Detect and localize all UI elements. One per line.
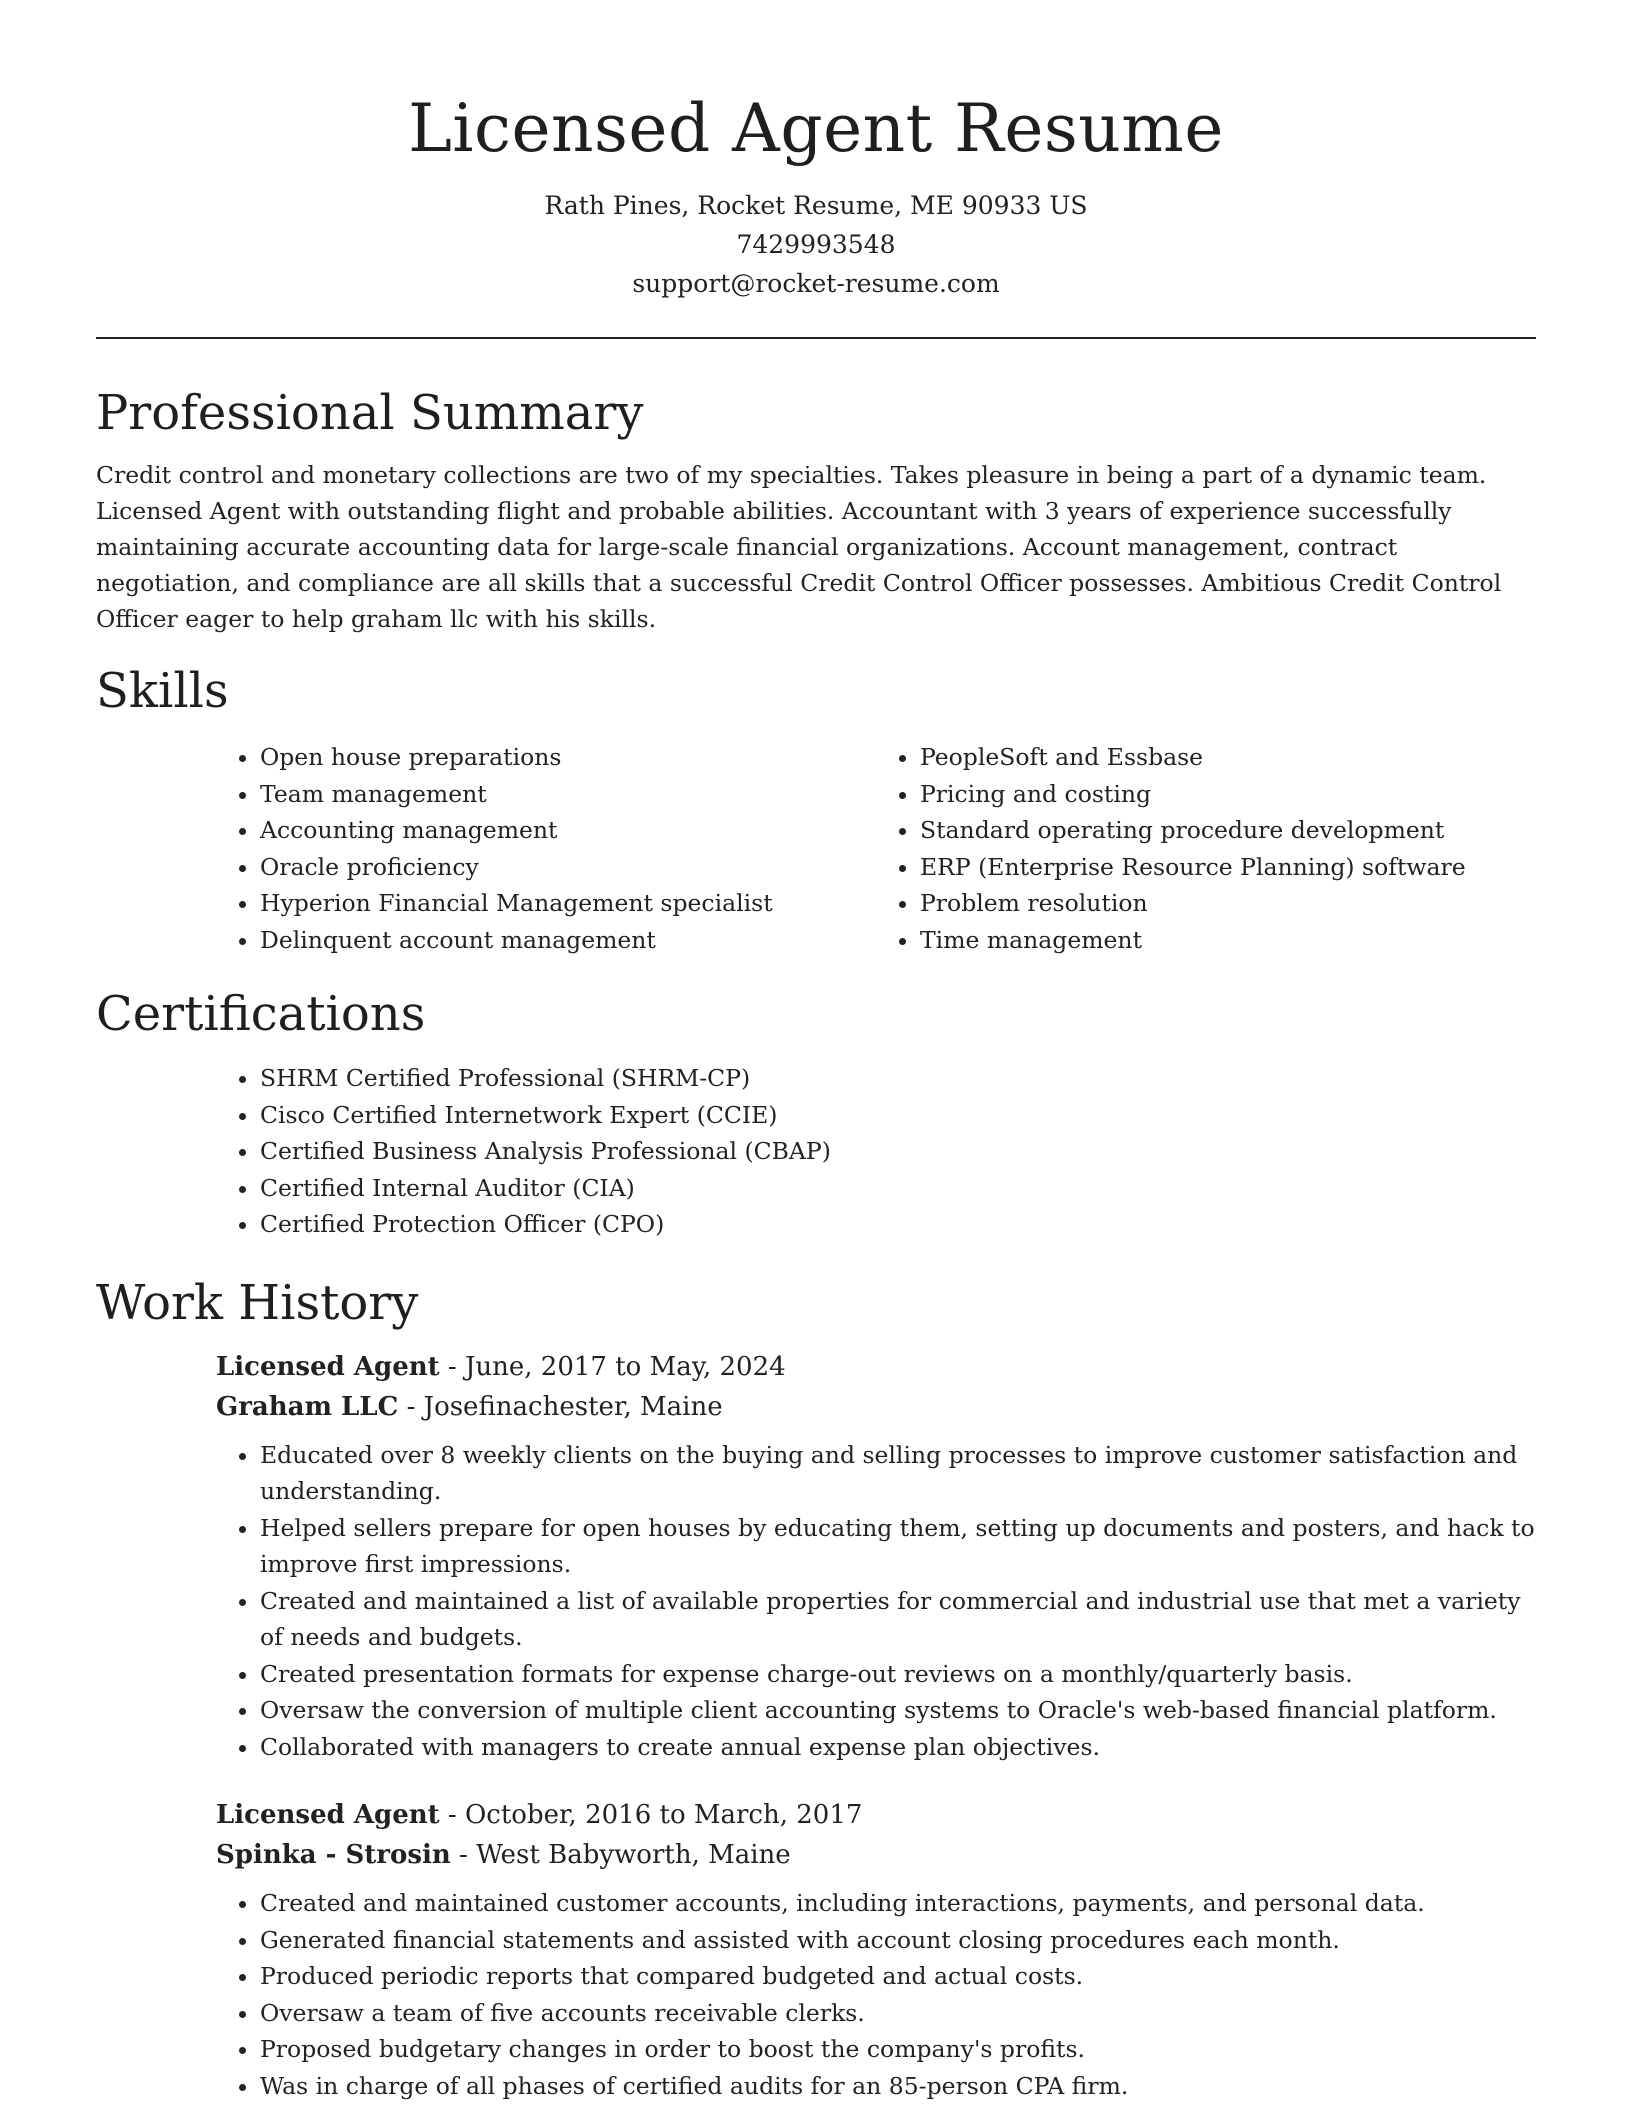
job-bullet-list bbox=[216, 1437, 1536, 1766]
job-bullet: • Collaborated with managers to create annual expense plan objectives. bbox=[260, 1729, 1536, 1766]
job-dates: - October, 2016 to March, 2017 bbox=[439, 1800, 863, 1830]
contact-block bbox=[96, 186, 1536, 303]
work-history-heading: Work History bbox=[96, 1274, 419, 1331]
job-dates: - June, 2017 to May, 2024 bbox=[439, 1351, 786, 1382]
job-title-line bbox=[216, 1795, 1536, 1835]
job-role: Licensed Agent bbox=[216, 1800, 440, 1830]
job-bullet: • Created and maintained customer accounts, including interactions, payments, and personal data. bbox=[260, 1885, 1536, 1922]
skill-item: • Delinquent account management bbox=[260, 922, 876, 959]
certifications-list bbox=[216, 1060, 1536, 1243]
job-bullet: • Oversaw a team of five accounts receivable clerks. bbox=[260, 1995, 1536, 2032]
skills-columns bbox=[216, 739, 1536, 958]
contact-email: support@rocket-resume.com bbox=[632, 269, 1000, 298]
skill-item: • Problem resolution bbox=[920, 885, 1536, 922]
contact-address: Rath Pines, Rocket Resume, ME 90933 US bbox=[544, 191, 1088, 220]
job-bullet: • Helped sellers prepare for open houses by educating them, setting up documents and posters, and hack to improve first impressions. bbox=[260, 1510, 1536, 1583]
skill-item: • Open house preparations bbox=[260, 739, 876, 776]
certifications-section bbox=[96, 982, 1536, 1243]
certifications-heading: Certifications bbox=[96, 986, 426, 1042]
job-location: - Josefinachester, Maine bbox=[398, 1391, 723, 1422]
job-bullet: • Created and maintained a list of available properties for commercial and industrial use that met a variety of needs and budgets. bbox=[260, 1583, 1536, 1656]
job-location: - West Babyworth, Maine bbox=[450, 1840, 791, 1870]
job-bullet: • Proposed budgetary changes in order to boost the company's profits. bbox=[260, 2031, 1536, 2068]
job-bullet: • Generated financial statements and assisted with account closing procedures each month. bbox=[260, 1922, 1536, 1959]
job-bullet-list bbox=[216, 1885, 1536, 2104]
skill-item: • Team management bbox=[260, 776, 876, 813]
resume-page bbox=[96, 0, 1536, 2104]
job-entry bbox=[216, 1795, 1536, 2104]
contact-phone: 7429993548 bbox=[736, 230, 896, 259]
skill-item: • Oracle proficiency bbox=[260, 849, 876, 886]
skills-section bbox=[96, 659, 1536, 958]
summary-section bbox=[96, 381, 1536, 637]
skill-item: • ERP (Enterprise Resource Planning) software bbox=[920, 849, 1536, 886]
job-bullet: • Was in charge of all phases of certified audits for an 85-person CPA firm. bbox=[260, 2068, 1536, 2105]
work-history-section bbox=[96, 1271, 1536, 2105]
job-title-line bbox=[216, 1347, 1536, 1387]
skills-right-list bbox=[876, 739, 1536, 958]
summary-heading: Professional Summary bbox=[96, 385, 644, 441]
skills-left-list bbox=[216, 739, 876, 958]
job-company: Graham LLC bbox=[216, 1391, 399, 1422]
job-entry bbox=[216, 1347, 1536, 1766]
skill-item: • Pricing and costing bbox=[920, 776, 1536, 813]
job-company: Spinka - Strosin bbox=[216, 1840, 451, 1870]
resume-header bbox=[96, 0, 1536, 303]
certification-item: • Cisco Certified Internetwork Expert (CCIE) bbox=[260, 1097, 1536, 1134]
job-bullet: • Created presentation formats for expense charge-out reviews on a monthly/quarterly basis. bbox=[260, 1656, 1536, 1693]
job-company-line bbox=[216, 1387, 1536, 1427]
skill-item: • Time management bbox=[920, 922, 1536, 959]
certification-item: • Certified Protection Officer (CPO) bbox=[260, 1206, 1536, 1243]
resume-title: Licensed Agent Resume bbox=[408, 90, 1224, 167]
skill-item: • Accounting management bbox=[260, 812, 876, 849]
job-bullet: • Educated over 8 weekly clients on the buying and selling processes to improve customer satisfaction and understanding. bbox=[260, 1437, 1536, 1510]
summary-text: Credit control and monetary collections are two of my specialties. Takes pleasure in being a part of a dynamic team. Licensed Agent with outstanding flight and probable abilities. Accountant with 3 years of experience successfully maintaining accurate accounting data for large-scale financial organizations. Account management, contract negotiation, and compliance are all skills that a successful Credit Control Officer possesses. Ambitious Credit Control Officer eager to help graham llc with his skills. bbox=[96, 461, 1502, 633]
skill-item: • Hyperion Financial Management specialist bbox=[260, 885, 876, 922]
job-bullet: • Oversaw the conversion of multiple client accounting systems to Oracle's web-based financial platform. bbox=[260, 1692, 1536, 1729]
certification-item: • Certified Business Analysis Professional (CBAP) bbox=[260, 1133, 1536, 1170]
certification-item: • Certified Internal Auditor (CIA) bbox=[260, 1170, 1536, 1207]
skill-item: • PeopleSoft and Essbase bbox=[920, 739, 1536, 776]
job-bullet: • Produced periodic reports that compared budgeted and actual costs. bbox=[260, 1958, 1536, 1995]
job-role: Licensed Agent bbox=[216, 1351, 440, 1382]
skill-item: • Standard operating procedure development bbox=[920, 812, 1536, 849]
job-company-line bbox=[216, 1835, 1536, 1875]
header-divider bbox=[96, 337, 1536, 339]
skills-heading: Skills bbox=[96, 663, 229, 719]
certification-item: • SHRM Certified Professional (SHRM-CP) bbox=[260, 1060, 1536, 1097]
